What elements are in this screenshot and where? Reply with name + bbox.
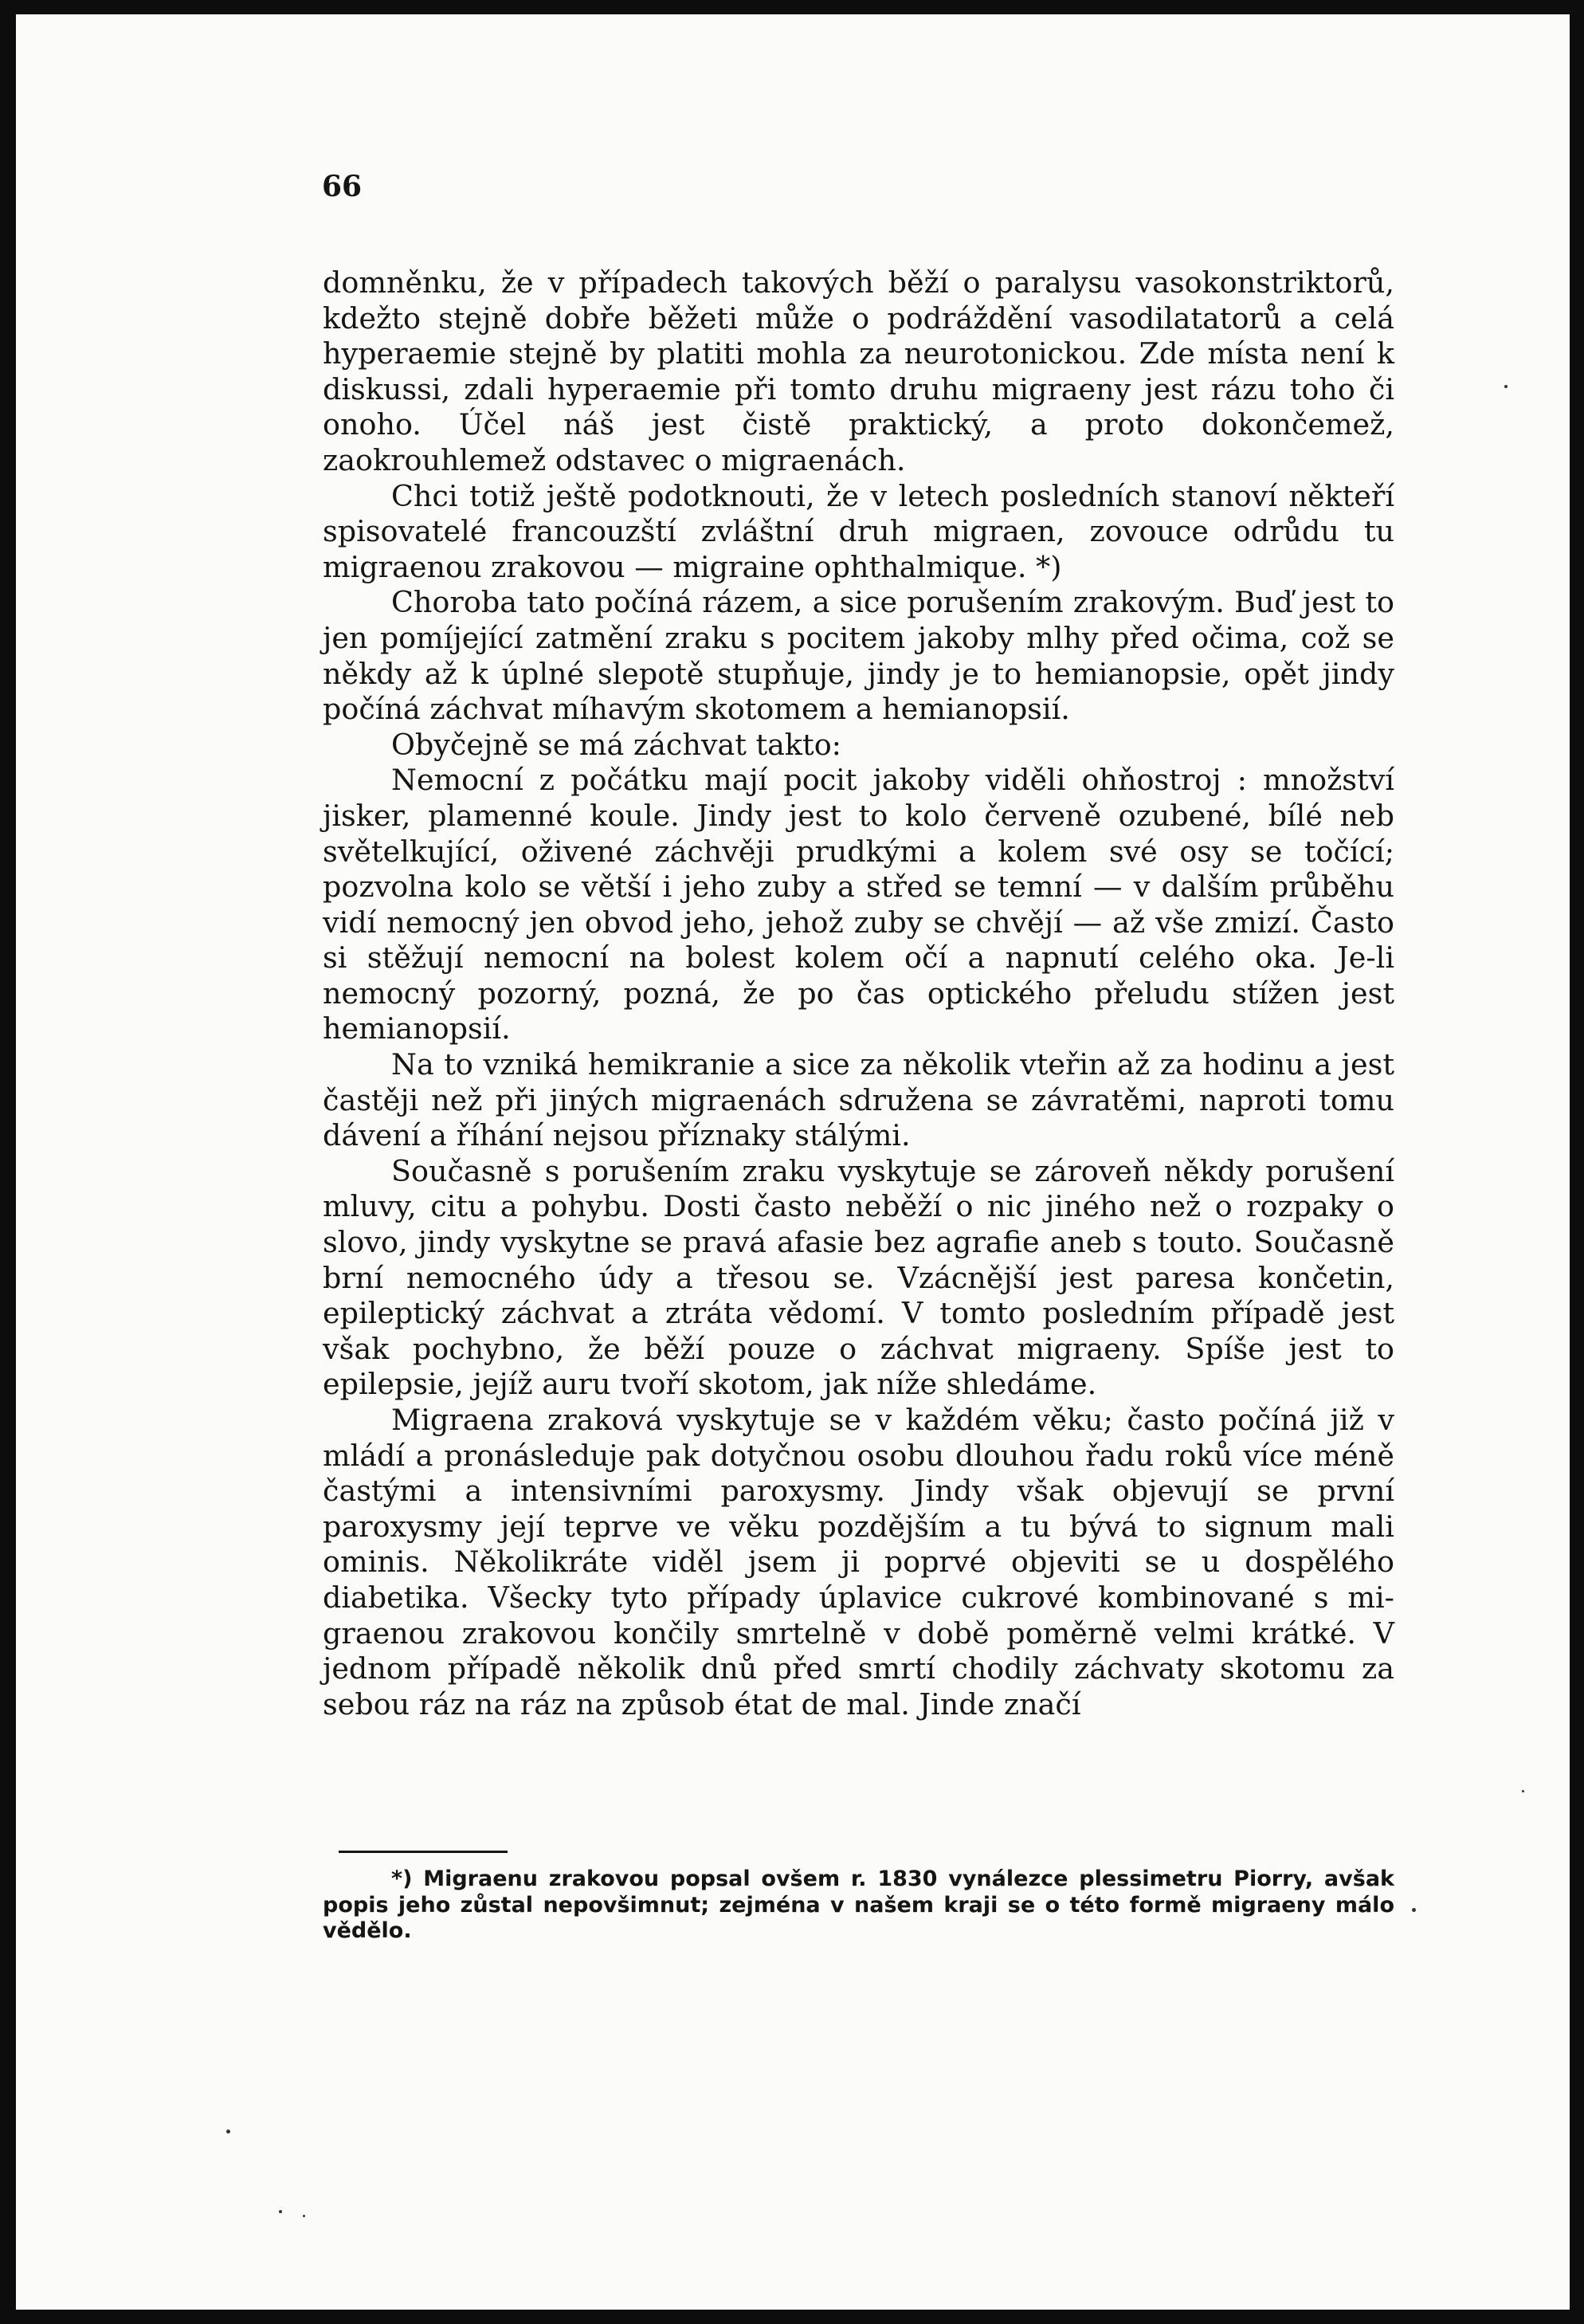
paragraph-hemicrania: Na to vzniká hemikranie a sice za několik vteřin až za hodinu a jest častěji než při jiných migraenách sdružena se závratěmi, naproti tomu dávení a říhání nejsou příznaky stálými. bbox=[323, 1047, 1394, 1153]
paragraph-ophthalmic-migraine-intro: Chci totiž ještě podotknouti, že v letech posledních stanoví někteří spisovatelé francouzští zvláštní druh migraen, zovouce odrůdu tu migraenou zrakovou — migraine ophthalmique. *) bbox=[323, 478, 1394, 584]
page-number: 66 bbox=[322, 170, 363, 203]
footnote: *) Migraenu zrakovou popsal ovšem r. 1830 vynálezce plessimetru Piorry, avšak popis jeho zůstal nepovšimnut; zejména v našem kraji se o této formě migraeny málo vědělo. bbox=[323, 1867, 1394, 1944]
paragraph-continuation: domněnku, že v případech takových běží o paralysu vasokonstriktorů, kdežto stejně dobře běžeti může o podráždění vasodilatatorů a celá hyperaemie stejně by platiti mohla za neurotonickou. Zde místa není k diskussi, zdali hyperaemie při tomto druhu migraeny jest rázu toho či onoho. Účel náš jest čistě praktický, a proto dokončemež, zaokrouhlemež odstavec o migraenách. bbox=[323, 265, 1394, 477]
paragraph-associated-disorders: Současně s porušením zraku vyskytuje se zároveň někdy porušení mluvy, citu a pohybu. Dosti často neběží o nic jiného než o rozpaky o slovo, jindy vyskytne se pravá afasie bez agrafie aneb s touto. Současně brní nemocného údy a třesou se. Vzácnější jest paresa končetin, epileptický záchvat a ztráta vědomí. V tomto posledním případě jest však pochybno, že běží pouze o záchvat migraeny. Spíše jest to epilepsie, jejíž auru tvoří skotom, jak níže shledáme. bbox=[323, 1153, 1394, 1402]
paper-speck bbox=[303, 2215, 305, 2217]
paragraph-age-occurrence: Migraena zraková vyskytuje se v každém věku; často počíná již v mládí a pronásleduje pak dotyčnou osobu dlouhou řadu roků více méně častými a intensivními paroxysmy. Jindy však objevují se první paroxysmy její teprve ve věku pozdějším a tu bývá to signum mali ominis. Několikráte viděl jsem ji poprvé objeviti se u dospělého diabetika. Všecky tyto případy úplavice cukrové kombinované s migraenou zrakovou končily smrtelně v době poměrně velmi krátké. V jednom případě několik dnů před smrtí chodily záchvaty skotomu za sebou ráz na ráz na způsob état de mal. Jinde značí bbox=[323, 1403, 1394, 1721]
book-page bbox=[16, 14, 1570, 2310]
body-text bbox=[323, 265, 1394, 1722]
paper-speck bbox=[1504, 385, 1508, 388]
paper-speck bbox=[279, 2210, 282, 2213]
paper-speck bbox=[1522, 1790, 1524, 1792]
paper-speck bbox=[226, 2130, 230, 2134]
paper-speck bbox=[1412, 1908, 1416, 1912]
paragraph-onset: Choroba tato počíná rázem, a sice porušením zrakovým. Buď jest to jen pomíjející zatmění zraku s pocitem jakoby mlhy před očima, což se někdy až k úplné slepotě stupňuje, jindy je to hemianopsie, opět jindy počíná záchvat míhavým skotomem a hemianopsií. bbox=[323, 585, 1394, 727]
paragraph-attack-course-intro: Obyčejně se má záchvat takto: bbox=[391, 727, 841, 762]
footnote-divider bbox=[339, 1851, 508, 1853]
paragraph-visual-symptoms: Nemocní z počátku mají pocit jakoby viděli ohňostroj : množství jisker, plamenné koule. Jindy jest to kolo červeně ozubené, bílé neb světelkující, oživené záchvěji prudkými a kolem své osy se točící; pozvolna kolo se větší i jeho zuby a střed se temní — v dalším průběhu vidí nemocný jen obvod jeho, jehož zuby se chvějí — až vše zmizí. Často si stěžují nemocní na bolest kolem očí a napnutí celého oka. Je-li nemocný pozorný, pozná, že po čas optického přeludu stížen jest hemianopsií. bbox=[323, 763, 1394, 1046]
